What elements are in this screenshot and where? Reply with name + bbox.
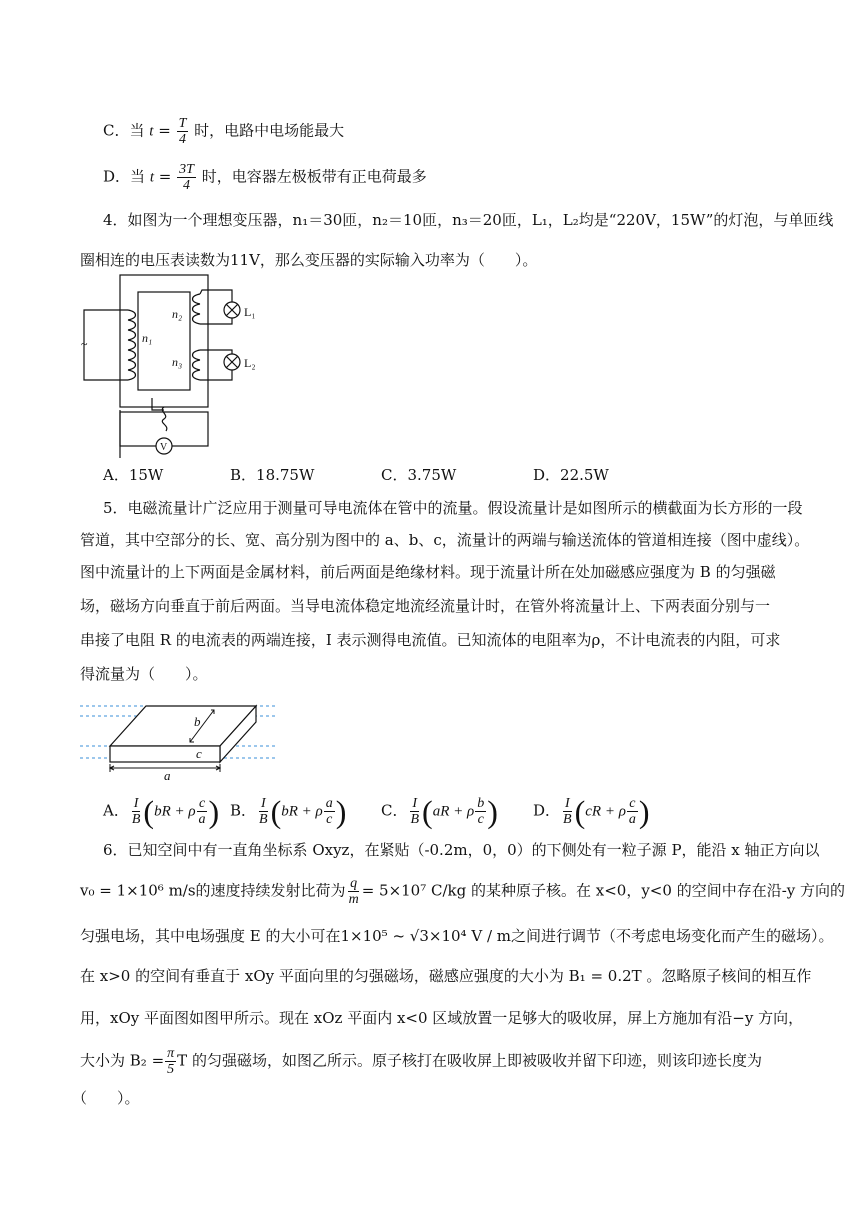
q6-stem-line2: v₀ = 1×10⁶ m/s的速度持续发射比荷为 $\frac{q}{m}$ = 5×10⁷ C/kg 的某种原子核。在 x<0，y<0 的空间中存在沿-y 方向的	[80, 876, 846, 907]
n1-label: n₁	[142, 331, 153, 345]
q5-option-c: C． $\frac{I}{B}$ (aR + ρ $\frac{b}{c}$ )	[381, 793, 498, 830]
q5-stem-line4: 场，磁场方向垂直于前后两面。当导电流体稳定地流经流量计时，在管外将流量计上、下两表面分别与一	[80, 597, 771, 615]
n3-label: n₃	[172, 355, 183, 369]
q4-option-d: D．22.5W	[533, 466, 609, 484]
q5-stem-line5: 串接了电阻 R 的电流表的两端连接，I 表示测得电流值。已知流体的电阻率为ρ，不计电流表的内阻，可求	[80, 631, 781, 649]
q4-stem-line2: 圈相连的电压表读数为11V，那么变压器的实际输入功率为（ ）。	[80, 251, 538, 269]
l2-label: L₂	[244, 356, 256, 370]
q5-option-d: D． $\frac{I}{B}$ (cR + ρ $\frac{c}{a}$ )	[533, 793, 650, 830]
q6-stem-line3: 匀强电场，其中电场强度 E 的大小可在1×10⁵ ~ √3×10⁴ V / m之间进行调节（不考虑电场变化而产生的磁场）。	[80, 927, 834, 945]
q4-option-b: B．18.75W	[230, 466, 315, 484]
voltmeter-label: V	[160, 442, 168, 453]
q6-stem-line6: 大小为 B₂ = $\frac{\pi}{5}$ T 的匀强磁场，如图乙所示。原子核打在吸收屏上即被吸收并留下印迹，则该印迹长度为	[80, 1046, 762, 1077]
ac-source-label: ~	[81, 337, 88, 351]
l1-label: L₁	[244, 305, 256, 319]
q6-stem-line1: 6．已知空间中有一直角坐标系 Oxyz，在紧贴（-0.2m，0，0）的下侧处有一粒子源 P，能沿 x 轴正方向以	[103, 841, 820, 859]
q5-stem-line3: 图中流量计的上下两面是金属材料，前后两面是绝缘材料。现于流量计所在处加磁感应强度为 B 的匀强磁	[80, 563, 776, 581]
q5-stem-line2: 管道，其中空部分的长、宽、高分别为图中的 a、b、c，流量计的两端与输送流体的管道相连接（图中虚线）。	[80, 531, 810, 549]
q5-stem-line6: 得流量为（ ）。	[80, 665, 208, 683]
q3-option-c: C．当 t = $\frac{T}{4}$ 时，电路中电场能最大	[103, 116, 345, 147]
q5-option-a: A． $\frac{I}{B}$ (bR + ρ $\frac{c}{a}$ )	[103, 793, 220, 830]
a-label: a	[164, 768, 171, 780]
c-label: c	[196, 746, 202, 761]
q6-stem-line7: （ ）。	[72, 1089, 140, 1107]
q5-option-b: B． $\frac{I}{B}$ (bR + ρ $\frac{a}{c}$ )	[230, 793, 347, 830]
flowmeter-figure	[78, 696, 283, 780]
q6-stem-line5: 用，xOy 平面图如图甲所示。现在 xOz 平面内 x<0 区域放置一足够大的吸收屏，屏上方施加有沿−y 方向，	[80, 1009, 804, 1027]
b-label: b	[194, 714, 201, 729]
fraction: $\frac{T}{4}$	[178, 116, 187, 147]
q6-stem-line4: 在 x>0 的空间有垂直于 xOy 平面向里的匀强磁场，磁感应强度的大小为 B₁ = 0.2T 。忽略原子核间的相互作	[80, 967, 812, 985]
q3-option-d: D．当 t = $\frac{3T}{4}$ 时，电容器左极板带有正电荷最多	[103, 162, 427, 193]
q4-option-a: A．15W	[103, 466, 164, 484]
transformer-figure	[72, 272, 272, 458]
q4-stem-line1: 4．如图为一个理想变压器，n₁＝30匝，n₂＝10匝，n₃＝20匝，L₁，L₂均是“220V，15W”的灯泡，与单匝线	[103, 211, 834, 229]
n2-label: n₂	[172, 307, 183, 321]
q4-option-c: C．3.75W	[381, 466, 457, 484]
fraction: $\frac{3T}{4}$	[179, 162, 194, 193]
q5-stem-line1: 5．电磁流量计广泛应用于测量可导电流体在管中的流量。假设流量计是如图所示的横截面为长方形的一段	[103, 499, 803, 517]
